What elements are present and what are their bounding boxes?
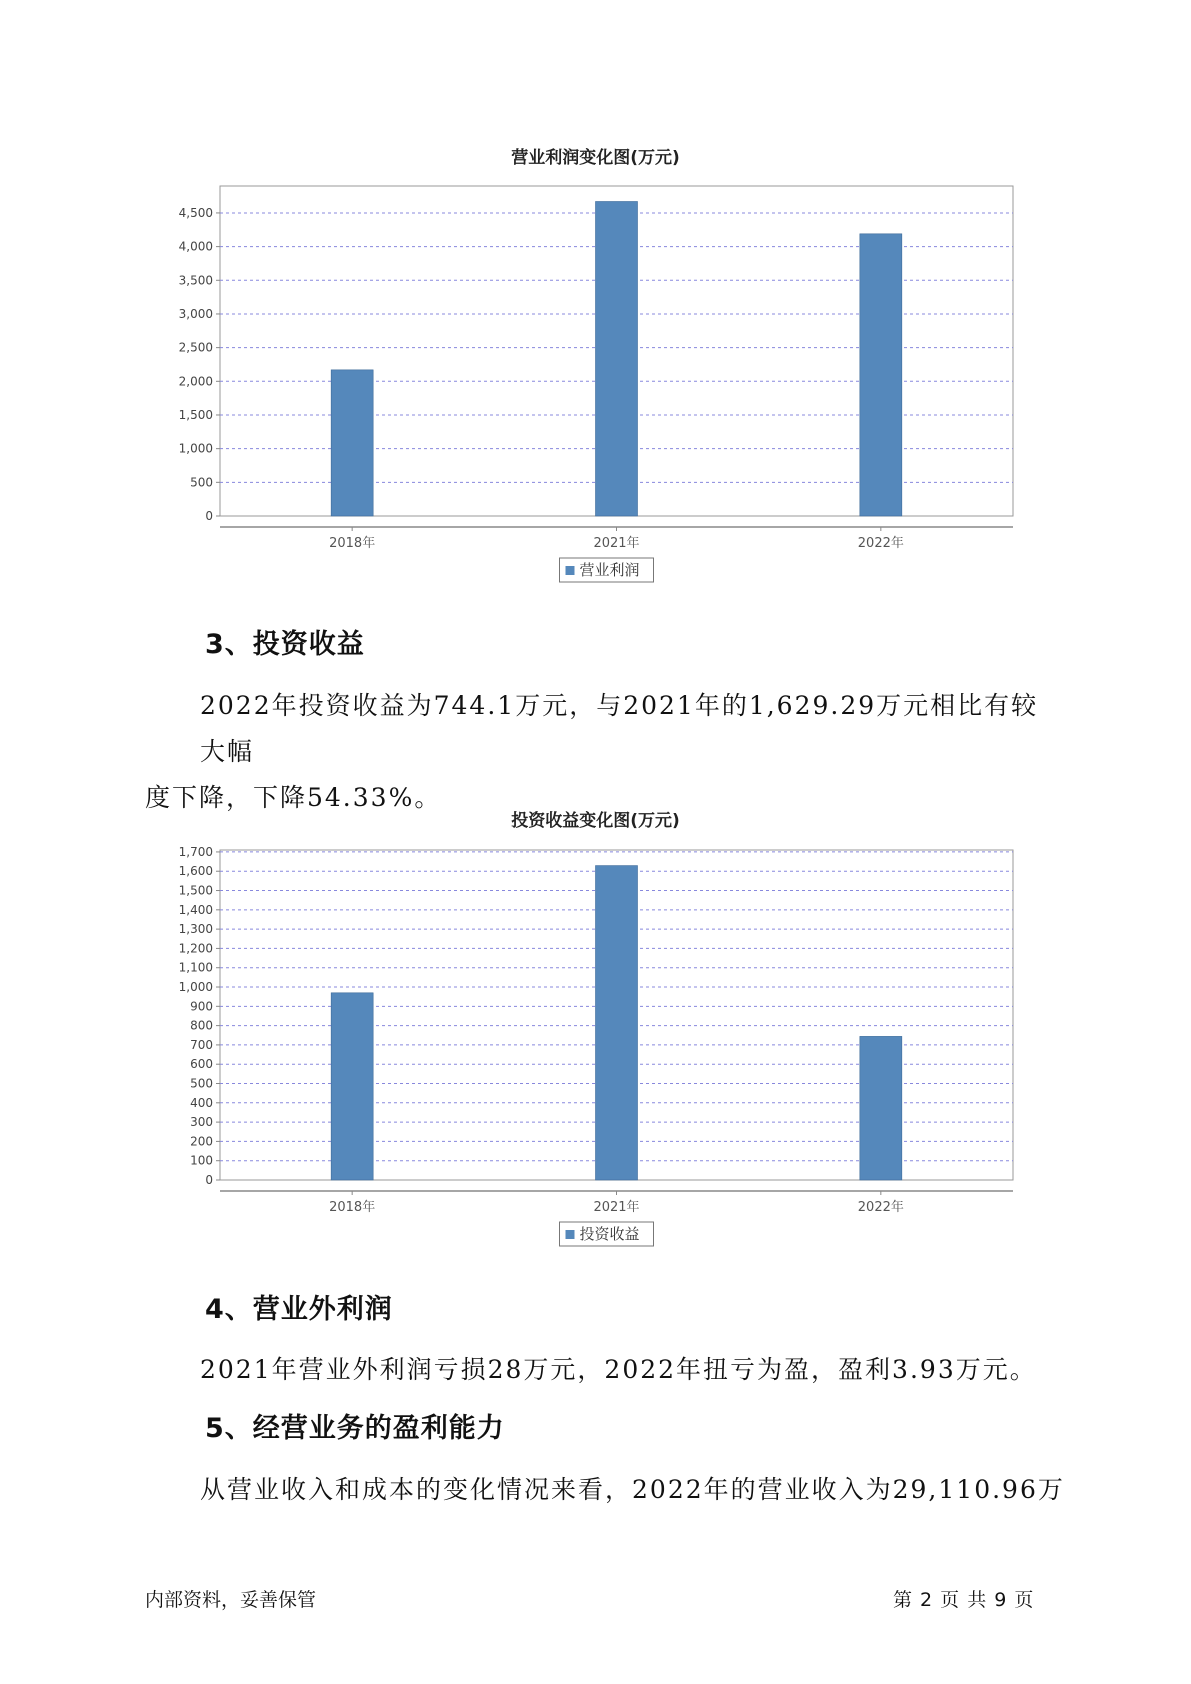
y-tick-label: 2,500: [178, 340, 213, 355]
legend-swatch: [566, 566, 575, 575]
bar: [596, 866, 638, 1180]
y-tick-label: 1,700: [178, 844, 213, 859]
bar: [331, 993, 373, 1180]
y-tick-label: 900: [190, 999, 213, 1014]
y-tick-label: 300: [190, 1115, 213, 1130]
y-tick-label: 1,600: [178, 864, 213, 879]
paragraph-line: 度下降，下降54.33%。: [145, 783, 442, 812]
legend-label: 投资收益: [579, 1225, 640, 1243]
legend-swatch: [566, 1230, 575, 1239]
x-tick-label: 2021年: [593, 536, 640, 551]
section-heading-non-operating-profit: 4、营业外利润: [205, 1294, 393, 1325]
chart-title-operating-profit: 营业利润变化图(万元): [511, 148, 680, 168]
paragraph-profitability: [145, 1467, 1065, 1513]
investment-income-chart: [0, 834, 1191, 1254]
x-tick-label: 2021年: [593, 1200, 640, 1215]
legend: [560, 558, 654, 582]
bar: [596, 201, 638, 516]
y-tick-label: 0: [205, 509, 213, 523]
y-tick-label: 800: [190, 1018, 213, 1033]
y-tick-label: 1,100: [178, 960, 213, 975]
x-tick-label: 2018年: [329, 536, 376, 551]
y-tick-label: 1,000: [178, 980, 213, 995]
y-tick-label: 700: [190, 1037, 213, 1052]
bar: [860, 234, 902, 516]
paragraph-non-operating-profit: [145, 1347, 1065, 1393]
paragraph-line: 2021年营业外利润亏损28万元，2022年扭亏为盈，盈利3.93万元。: [200, 1355, 1037, 1384]
bar: [860, 1036, 902, 1180]
x-tick-label: 2022年: [857, 536, 904, 551]
y-tick-label: 1,300: [178, 922, 213, 937]
y-tick-label: 500: [190, 475, 213, 490]
y-tick-label: 1,400: [178, 902, 213, 917]
y-tick-label: 200: [190, 1134, 213, 1149]
y-tick-label: 100: [190, 1153, 213, 1168]
y-tick-label: 2,000: [178, 374, 213, 389]
y-tick-label: 3,500: [178, 273, 213, 288]
y-tick-label: 600: [190, 1057, 213, 1072]
x-tick-label: 2022年: [857, 1200, 904, 1215]
footer-confidential-note: 内部资料，妥善保管: [145, 1589, 317, 1611]
legend-label: 营业利润: [579, 561, 640, 579]
y-tick-label: 1,500: [178, 883, 213, 898]
y-tick-label: 4,000: [178, 239, 213, 254]
bar: [331, 370, 373, 516]
footer-page-number: 第 2 页 共 9 页: [893, 1589, 1035, 1611]
y-tick-label: 1,000: [178, 441, 213, 456]
operating-profit-chart: [0, 170, 1191, 590]
y-tick-label: 1,200: [178, 941, 213, 956]
x-tick-label: 2018年: [329, 1200, 376, 1215]
section-heading-investment-income: 3、投资收益: [205, 629, 365, 660]
section-heading-profitability: 5、经营业务的盈利能力: [205, 1413, 505, 1444]
y-tick-label: 4,500: [178, 205, 213, 220]
paragraph-line: 2022年投资收益为744.1万元，与2021年的1,629.29万元相比有较大幅: [200, 691, 1039, 766]
y-tick-label: 3,000: [178, 306, 213, 321]
legend: [560, 1222, 654, 1246]
chart-title-investment-income: 投资收益变化图(万元): [511, 811, 680, 831]
y-tick-label: 400: [190, 1095, 213, 1110]
paragraph-investment-income: [145, 683, 1065, 821]
y-tick-label: 0: [205, 1173, 213, 1187]
y-tick-label: 1,500: [178, 407, 213, 422]
paragraph-line: 从营业收入和成本的变化情况来看，2022年的营业收入为29,110.96万: [200, 1475, 1065, 1504]
y-tick-label: 500: [190, 1076, 213, 1091]
